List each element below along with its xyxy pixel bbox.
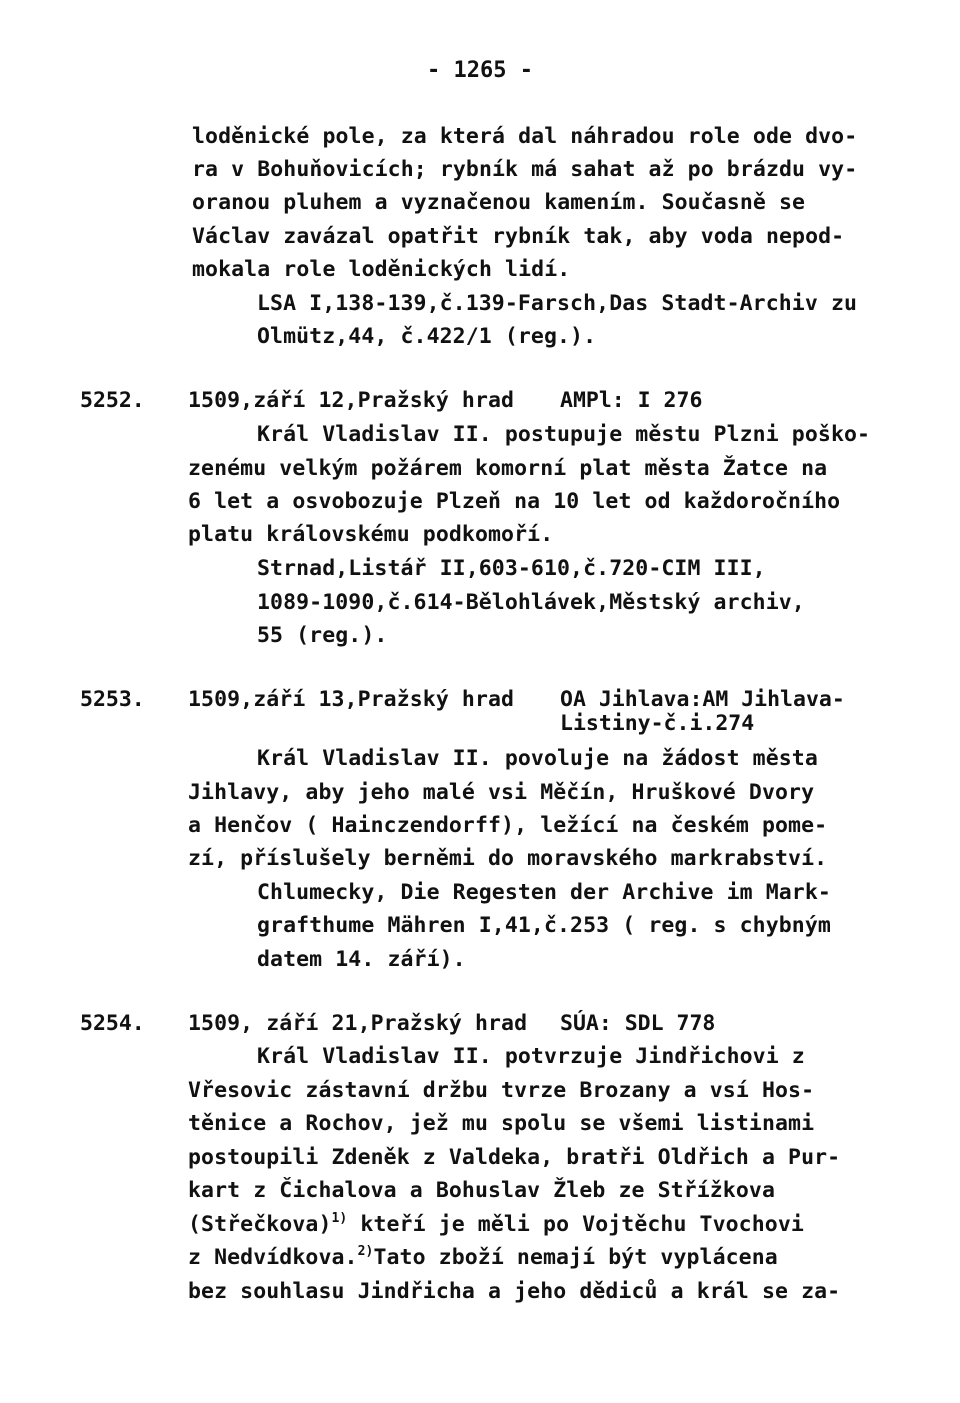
entry-line: těnice a Rochov, jež mu spolu se všemi listinami (188, 1111, 815, 1136)
entry-line: Král Vladislav II. povoluje na žádost města (257, 746, 818, 771)
entry-citation-line: datem 14. září). (257, 947, 466, 972)
entry-header: 1509, září 21,Pražský hrad (188, 1011, 528, 1036)
entry-line: zenému velkým požárem komorní plat města Žatce na (188, 456, 828, 481)
entry-line: Král Vladislav II. postupuje městu Plzni poško- (257, 422, 871, 447)
entry-line: Král Vladislav II. potvrzuje Jindřichovi z (257, 1044, 805, 1069)
entry-number: 5254. (80, 1011, 145, 1036)
entry-line: Vřesovic zástavní držbu tvrze Brozany a vsí Hos- (188, 1078, 815, 1103)
entry-header: 1509,září 13,Pražský hrad (188, 687, 515, 712)
entry-line: zí, příslušely berněmi do moravského markrabství. (188, 846, 828, 871)
entry-line-part: z Nedvídkova. (188, 1245, 358, 1270)
intro-line: loděnické pole, za která dal náhradou role ode dvo- (192, 124, 858, 149)
entry-source-continued: Listiny-č.i.274 (560, 711, 755, 736)
entry-line (188, 1245, 778, 1270)
page-number: - 1265 - (427, 58, 533, 83)
entry-source: SÚA: SDL 778 (560, 1011, 716, 1036)
entry-citation-line: 1089-1090,č.614-Bělohlávek,Městský archiv, (257, 590, 805, 615)
entry-line: bez souhlasu Jindřicha a jeho dědiců a král se za- (188, 1279, 841, 1304)
entry-citation-line: Chlumecky, Die Regesten der Archive im Mark- (257, 880, 831, 905)
entry-line: platu královskému podkomoří. (188, 522, 554, 547)
entry-source: AMPl: I 276 (560, 388, 703, 413)
entry-citation-line: grafthume Mähren I,41,č.253 ( reg. s chybným (257, 913, 831, 938)
entry-line: postoupili Zdeněk z Valdeka, bratři Oldřich a Pur- (188, 1145, 841, 1170)
entry-line-part: (Střečkova) (188, 1212, 332, 1237)
intro-line: oranou pluhem a vyznačenou kamením. Současně se (192, 190, 806, 215)
entry-line: Jihlavy, aby jeho malé vsi Měčín, Hruškové Dvory (188, 780, 815, 805)
entry-header: 1509,září 12,Pražský hrad (188, 388, 515, 413)
entry-number: 5252. (80, 388, 145, 413)
intro-line: mokala role loděnických lidí. (192, 257, 571, 282)
footnote-mark: 1) (331, 1211, 348, 1226)
entry-source: OA Jihlava:AM Jihlava- (560, 687, 845, 712)
entry-number: 5253. (80, 687, 145, 712)
intro-citation-line: Olmütz,44, č.422/1 (reg.). (257, 324, 597, 349)
footnote-mark: 2) (357, 1244, 374, 1259)
intro-line: Václav zavázal opatřit rybník tak, aby voda nepod- (192, 224, 845, 249)
entry-line: a Henčov ( Hainczendorff), ležící na českém pome- (188, 813, 828, 838)
entry-line-part: Tato zboží nemají být vyplácena (373, 1245, 778, 1270)
entry-line-part: kteří je měli po Vojtěchu Tvochovi (360, 1212, 804, 1237)
intro-citation-line: LSA I,138-139,č.139-Farsch,Das Stadt-Archiv zu (257, 291, 858, 316)
intro-line: ra v Bohuňovicích; rybník má sahat až po brázdu vy- (192, 157, 858, 182)
entry-citation-line: Strnad,Listář II,603-610,č.720-CIM III, (257, 556, 766, 581)
entry-line: kart z Čichalova a Bohuslav Žleb ze Střížkova (188, 1178, 775, 1203)
entry-citation-line: 55 (reg.). (257, 623, 388, 648)
entry-line: 6 let a osvobozuje Plzeň na 10 let od každoročního (188, 489, 841, 514)
entry-line (188, 1212, 804, 1237)
